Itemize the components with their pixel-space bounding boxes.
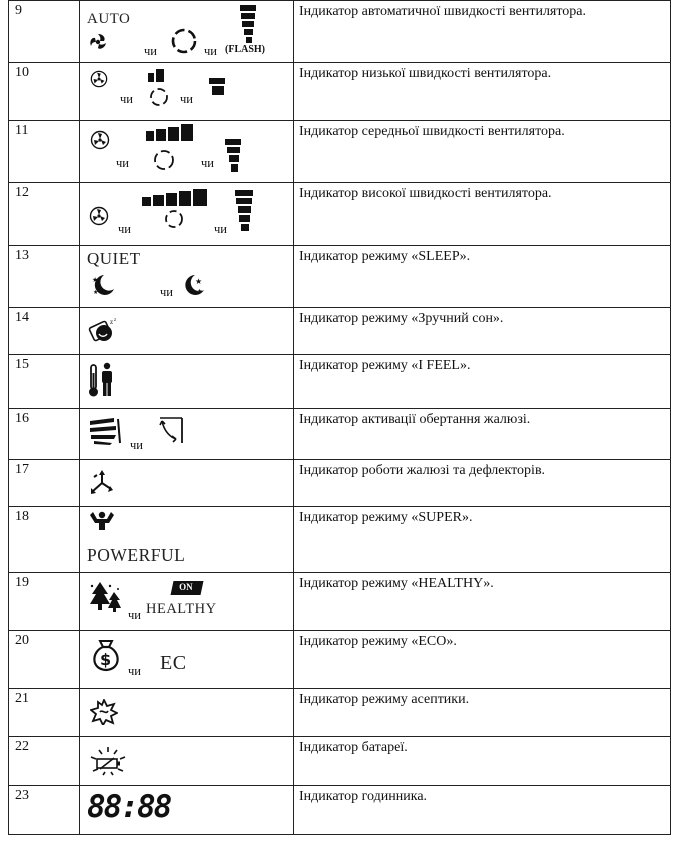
row-description: Індикатор режиму «HEALTHY». xyxy=(294,573,671,631)
or-label: чи xyxy=(118,222,131,236)
row-number: 13 xyxy=(9,246,80,308)
fan-speed-bars-icon xyxy=(225,139,241,173)
or-label: чи xyxy=(128,664,141,678)
row-icons xyxy=(80,246,294,308)
fan-speed-bars-icon xyxy=(239,5,257,43)
row-icons xyxy=(80,460,294,507)
money-bag-icon xyxy=(88,637,124,673)
auto-label: AUTO xyxy=(87,11,131,27)
row-description: Індикатор батареї. xyxy=(294,737,671,786)
table-row xyxy=(9,1,671,63)
swing-arrow-icon xyxy=(158,415,186,445)
row-number: 21 xyxy=(9,689,80,737)
row-icons xyxy=(80,308,294,355)
fan-low-bars-icon xyxy=(209,78,225,96)
fan-speed-bars-icon xyxy=(235,190,253,232)
rotating-circle-icon xyxy=(163,208,185,230)
svg-text:z: z xyxy=(114,318,117,323)
row-description: Індикатор режиму «I FEEL». xyxy=(294,355,671,409)
table-row xyxy=(9,183,671,246)
row-description: Індикатор режиму «SLEEP». xyxy=(294,246,671,308)
row-icons xyxy=(80,737,294,786)
table-row xyxy=(9,573,671,631)
table-row xyxy=(9,409,671,460)
or-label: чи xyxy=(180,92,193,106)
table-row xyxy=(9,507,671,573)
rotating-circle-icon xyxy=(169,26,199,56)
svg-text:★: ★ xyxy=(197,289,203,295)
or-label: чи xyxy=(214,222,227,236)
row-number: 19 xyxy=(9,573,80,631)
fan-low-bars-icon xyxy=(148,69,164,82)
row-description: Індикатор режиму «ECO». xyxy=(294,631,671,689)
indicator-table xyxy=(8,0,671,835)
row-number: 17 xyxy=(9,460,80,507)
row-number: 15 xyxy=(9,355,80,409)
fan-medium-bars-icon xyxy=(146,124,194,142)
aseptic-star-icon xyxy=(90,699,118,725)
or-label: чи xyxy=(204,44,217,58)
battery-icon xyxy=(87,745,129,779)
fan-swirl-icon xyxy=(88,32,108,52)
trees-icon xyxy=(88,580,124,616)
row-icons xyxy=(80,689,294,737)
strongman-icon xyxy=(89,511,115,531)
row-number: 20 xyxy=(9,631,80,689)
rotating-circle-icon xyxy=(148,86,170,108)
svg-text:★: ★ xyxy=(93,290,99,296)
row-icons xyxy=(80,507,294,573)
row-number: 18 xyxy=(9,507,80,573)
table-row xyxy=(9,355,671,409)
row-icons xyxy=(80,121,294,183)
clock-display: 88:88 xyxy=(87,789,171,825)
row-icons xyxy=(80,63,294,121)
quiet-label: QUIET xyxy=(87,249,141,268)
healthy-label: HEALTHY xyxy=(146,601,217,617)
or-label: чи xyxy=(201,156,214,170)
rotating-circle-icon xyxy=(152,148,176,172)
on-label: ON xyxy=(179,582,193,592)
row-icons xyxy=(80,631,294,689)
or-label: чи xyxy=(160,285,173,299)
table-row xyxy=(9,121,671,183)
on-badge xyxy=(171,581,204,595)
row-icons xyxy=(80,183,294,246)
table-row xyxy=(9,689,671,737)
row-description: Індикатор автоматичної швидкості вентилятора. xyxy=(294,1,671,63)
row-number: 10 xyxy=(9,63,80,121)
fan-icon xyxy=(90,130,110,150)
table-row xyxy=(9,786,671,835)
comfort-sleep-icon xyxy=(88,316,120,346)
fan-high-bars-icon xyxy=(142,189,208,207)
row-icons xyxy=(80,355,294,409)
row-description: Індикатор середньої швидкості вентилятора. xyxy=(294,121,671,183)
row-number: 11 xyxy=(9,121,80,183)
row-description: Індикатор режиму «SUPER». xyxy=(294,507,671,573)
svg-text:★: ★ xyxy=(195,277,203,286)
row-number: 23 xyxy=(9,786,80,835)
table-row xyxy=(9,631,671,689)
flash-label: (FLASH) xyxy=(225,44,265,55)
row-description: Індикатор годинника. xyxy=(294,786,671,835)
louver-swing-icon xyxy=(88,417,122,445)
row-description: Індикатор роботи жалюзі та дефлекторів. xyxy=(294,460,671,507)
table-row xyxy=(9,63,671,121)
row-icons xyxy=(80,786,294,835)
or-label: чи xyxy=(130,438,143,452)
or-label: чи xyxy=(144,44,157,58)
or-label: чи xyxy=(116,156,129,170)
row-number: 14 xyxy=(9,308,80,355)
row-number: 16 xyxy=(9,409,80,460)
moon-stars-icon xyxy=(90,273,116,297)
fan-icon xyxy=(89,206,109,226)
svg-text:$: $ xyxy=(100,650,112,669)
row-description: Індикатор низької швидкості вентилятора. xyxy=(294,63,671,121)
row-description: Індикатор режиму асептики. xyxy=(294,689,671,737)
table-row xyxy=(9,308,671,355)
or-label: чи xyxy=(120,92,133,106)
row-description: Індикатор режиму «Зручний сон». xyxy=(294,308,671,355)
row-number: 12 xyxy=(9,183,80,246)
row-description: Індикатор активації обертання жалюзі. xyxy=(294,409,671,460)
moon-stars-icon xyxy=(182,273,206,297)
or-label: чи xyxy=(128,608,141,622)
row-icons xyxy=(80,409,294,460)
fan-icon xyxy=(90,70,108,88)
thermometer-person-icon xyxy=(88,361,116,399)
table-row xyxy=(9,460,671,507)
table-row xyxy=(9,737,671,786)
row-number: 9 xyxy=(9,1,80,63)
table-row xyxy=(9,246,671,308)
ec-label: EC xyxy=(160,652,187,674)
powerful-label: POWERFUL xyxy=(87,545,186,565)
row-number: 22 xyxy=(9,737,80,786)
svg-text:★: ★ xyxy=(92,276,99,284)
row-description: Індикатор високої швидкості вентилятора. xyxy=(294,183,671,246)
row-icons xyxy=(80,573,294,631)
three-way-arrows-icon xyxy=(90,469,114,495)
svg-text:z: z xyxy=(110,318,114,326)
row-icons xyxy=(80,1,294,63)
